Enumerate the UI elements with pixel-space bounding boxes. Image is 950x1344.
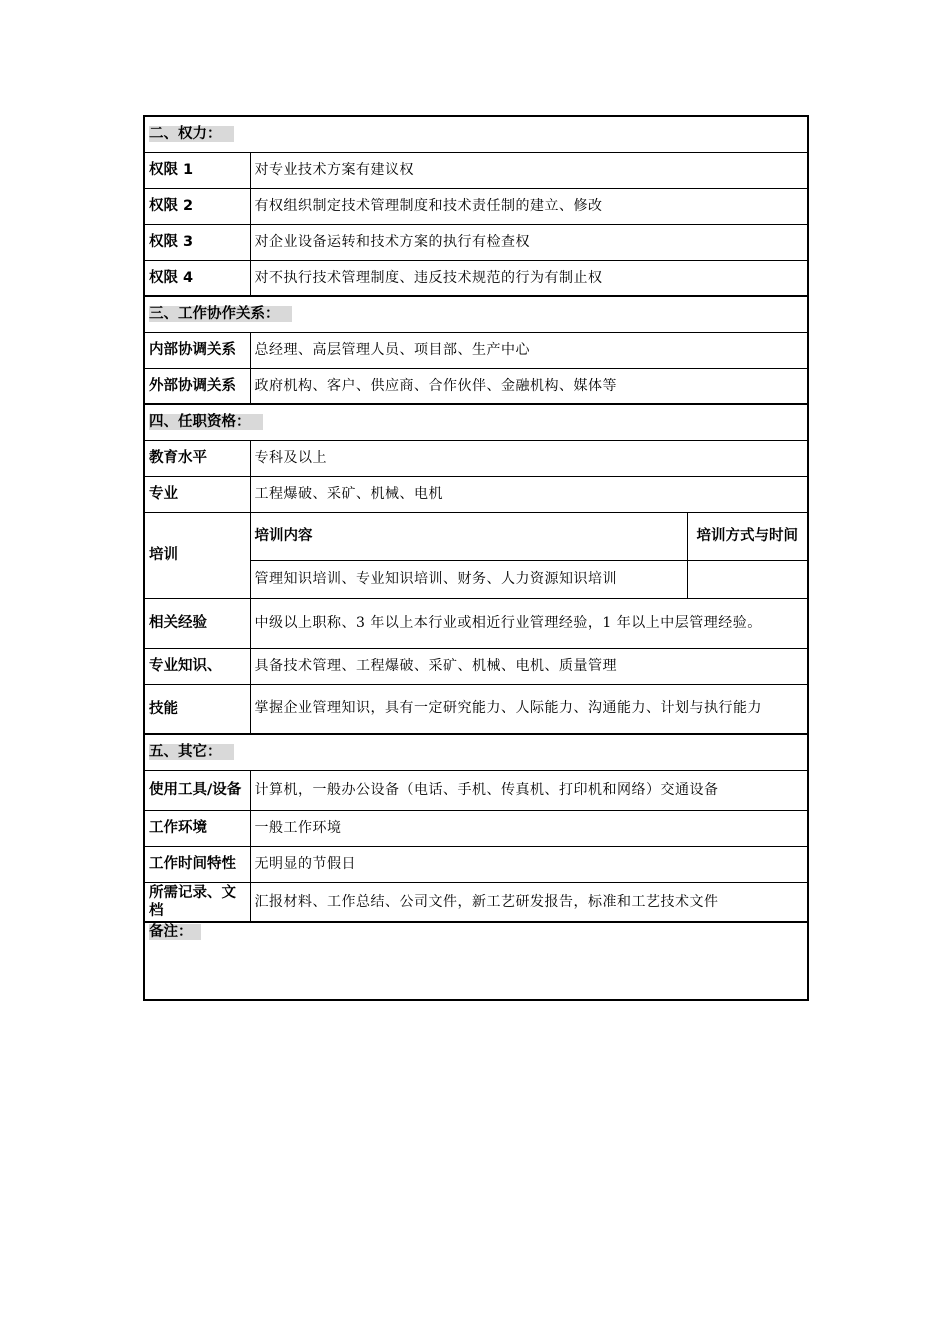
training-method-header: 培训方式与时间	[687, 512, 808, 560]
section-title-other: 五、其它：	[144, 734, 808, 770]
external-relations-label: 外部协调关系	[144, 368, 250, 404]
skills-value: 掌握企业管理知识，具有一定研究能力、人际能力、沟通能力、计划与执行能力	[250, 684, 808, 734]
remarks-box	[144, 922, 808, 1000]
authority-3-value: 对企业设备运转和技术方案的执行有检查权	[250, 224, 808, 260]
authority-1-value: 对专业技术方案有建议权	[250, 152, 808, 188]
internal-relations-label: 内部协调关系	[144, 332, 250, 368]
training-method-value	[687, 560, 808, 598]
job-description-table	[143, 115, 809, 1001]
experience-value: 中级以上职称、3 年以上本行业或相近行业管理经验，1 年以上中层管理经验。	[250, 598, 808, 648]
records-value: 汇报材料、工作总结、公司文件，新工艺研发报告，标准和工艺技术文件	[250, 882, 808, 922]
education-label: 教育水平	[144, 440, 250, 476]
internal-relations-value: 总经理、高层管理人员、项目部、生产中心	[250, 332, 808, 368]
authority-4-label: 权限 4	[144, 260, 250, 296]
authority-2-label: 权限 2	[144, 188, 250, 224]
external-relations-value: 政府机构、客户、供应商、合作伙伴、金融机构、媒体等	[250, 368, 808, 404]
major-label: 专业	[144, 476, 250, 512]
training-content-value: 管理知识培训、专业知识培训、财务、人力资源知识培训	[250, 560, 687, 598]
tools-value: 计算机，一般办公设备（电话、手机、传真机、打印机和网络）交通设备	[250, 770, 808, 810]
work-environment-value: 一般工作环境	[250, 810, 808, 846]
remarks-title: 备注：	[149, 924, 201, 940]
authority-3-label: 权限 3	[144, 224, 250, 260]
knowledge-value: 具备技术管理、工程爆破、采矿、机械、电机、质量管理	[250, 648, 808, 684]
authority-4-value: 对不执行技术管理制度、违反技术规范的行为有制止权	[250, 260, 808, 296]
authority-2-value: 有权组织制定技术管理制度和技术责任制的建立、修改	[250, 188, 808, 224]
section-title-qualifications: 四、任职资格：	[144, 404, 808, 440]
training-label: 培训	[144, 512, 250, 598]
experience-label: 相关经验	[144, 598, 250, 648]
training-content-header: 培训内容	[250, 512, 687, 560]
knowledge-label: 专业知识、	[144, 648, 250, 684]
education-value: 专科及以上	[250, 440, 808, 476]
work-environment-label: 工作环境	[144, 810, 250, 846]
work-time-value: 无明显的节假日	[250, 846, 808, 882]
section-title-collaboration: 三、工作协作关系：	[144, 296, 808, 332]
records-label: 所需记录、文档	[144, 882, 250, 922]
major-value: 工程爆破、采矿、机械、电机	[250, 476, 808, 512]
tools-label: 使用工具/设备	[144, 770, 250, 810]
work-time-label: 工作时间特性	[144, 846, 250, 882]
skills-label: 技能	[144, 684, 250, 734]
authority-1-label: 权限 1	[144, 152, 250, 188]
section-title-authority: 二、权力：	[144, 116, 808, 152]
